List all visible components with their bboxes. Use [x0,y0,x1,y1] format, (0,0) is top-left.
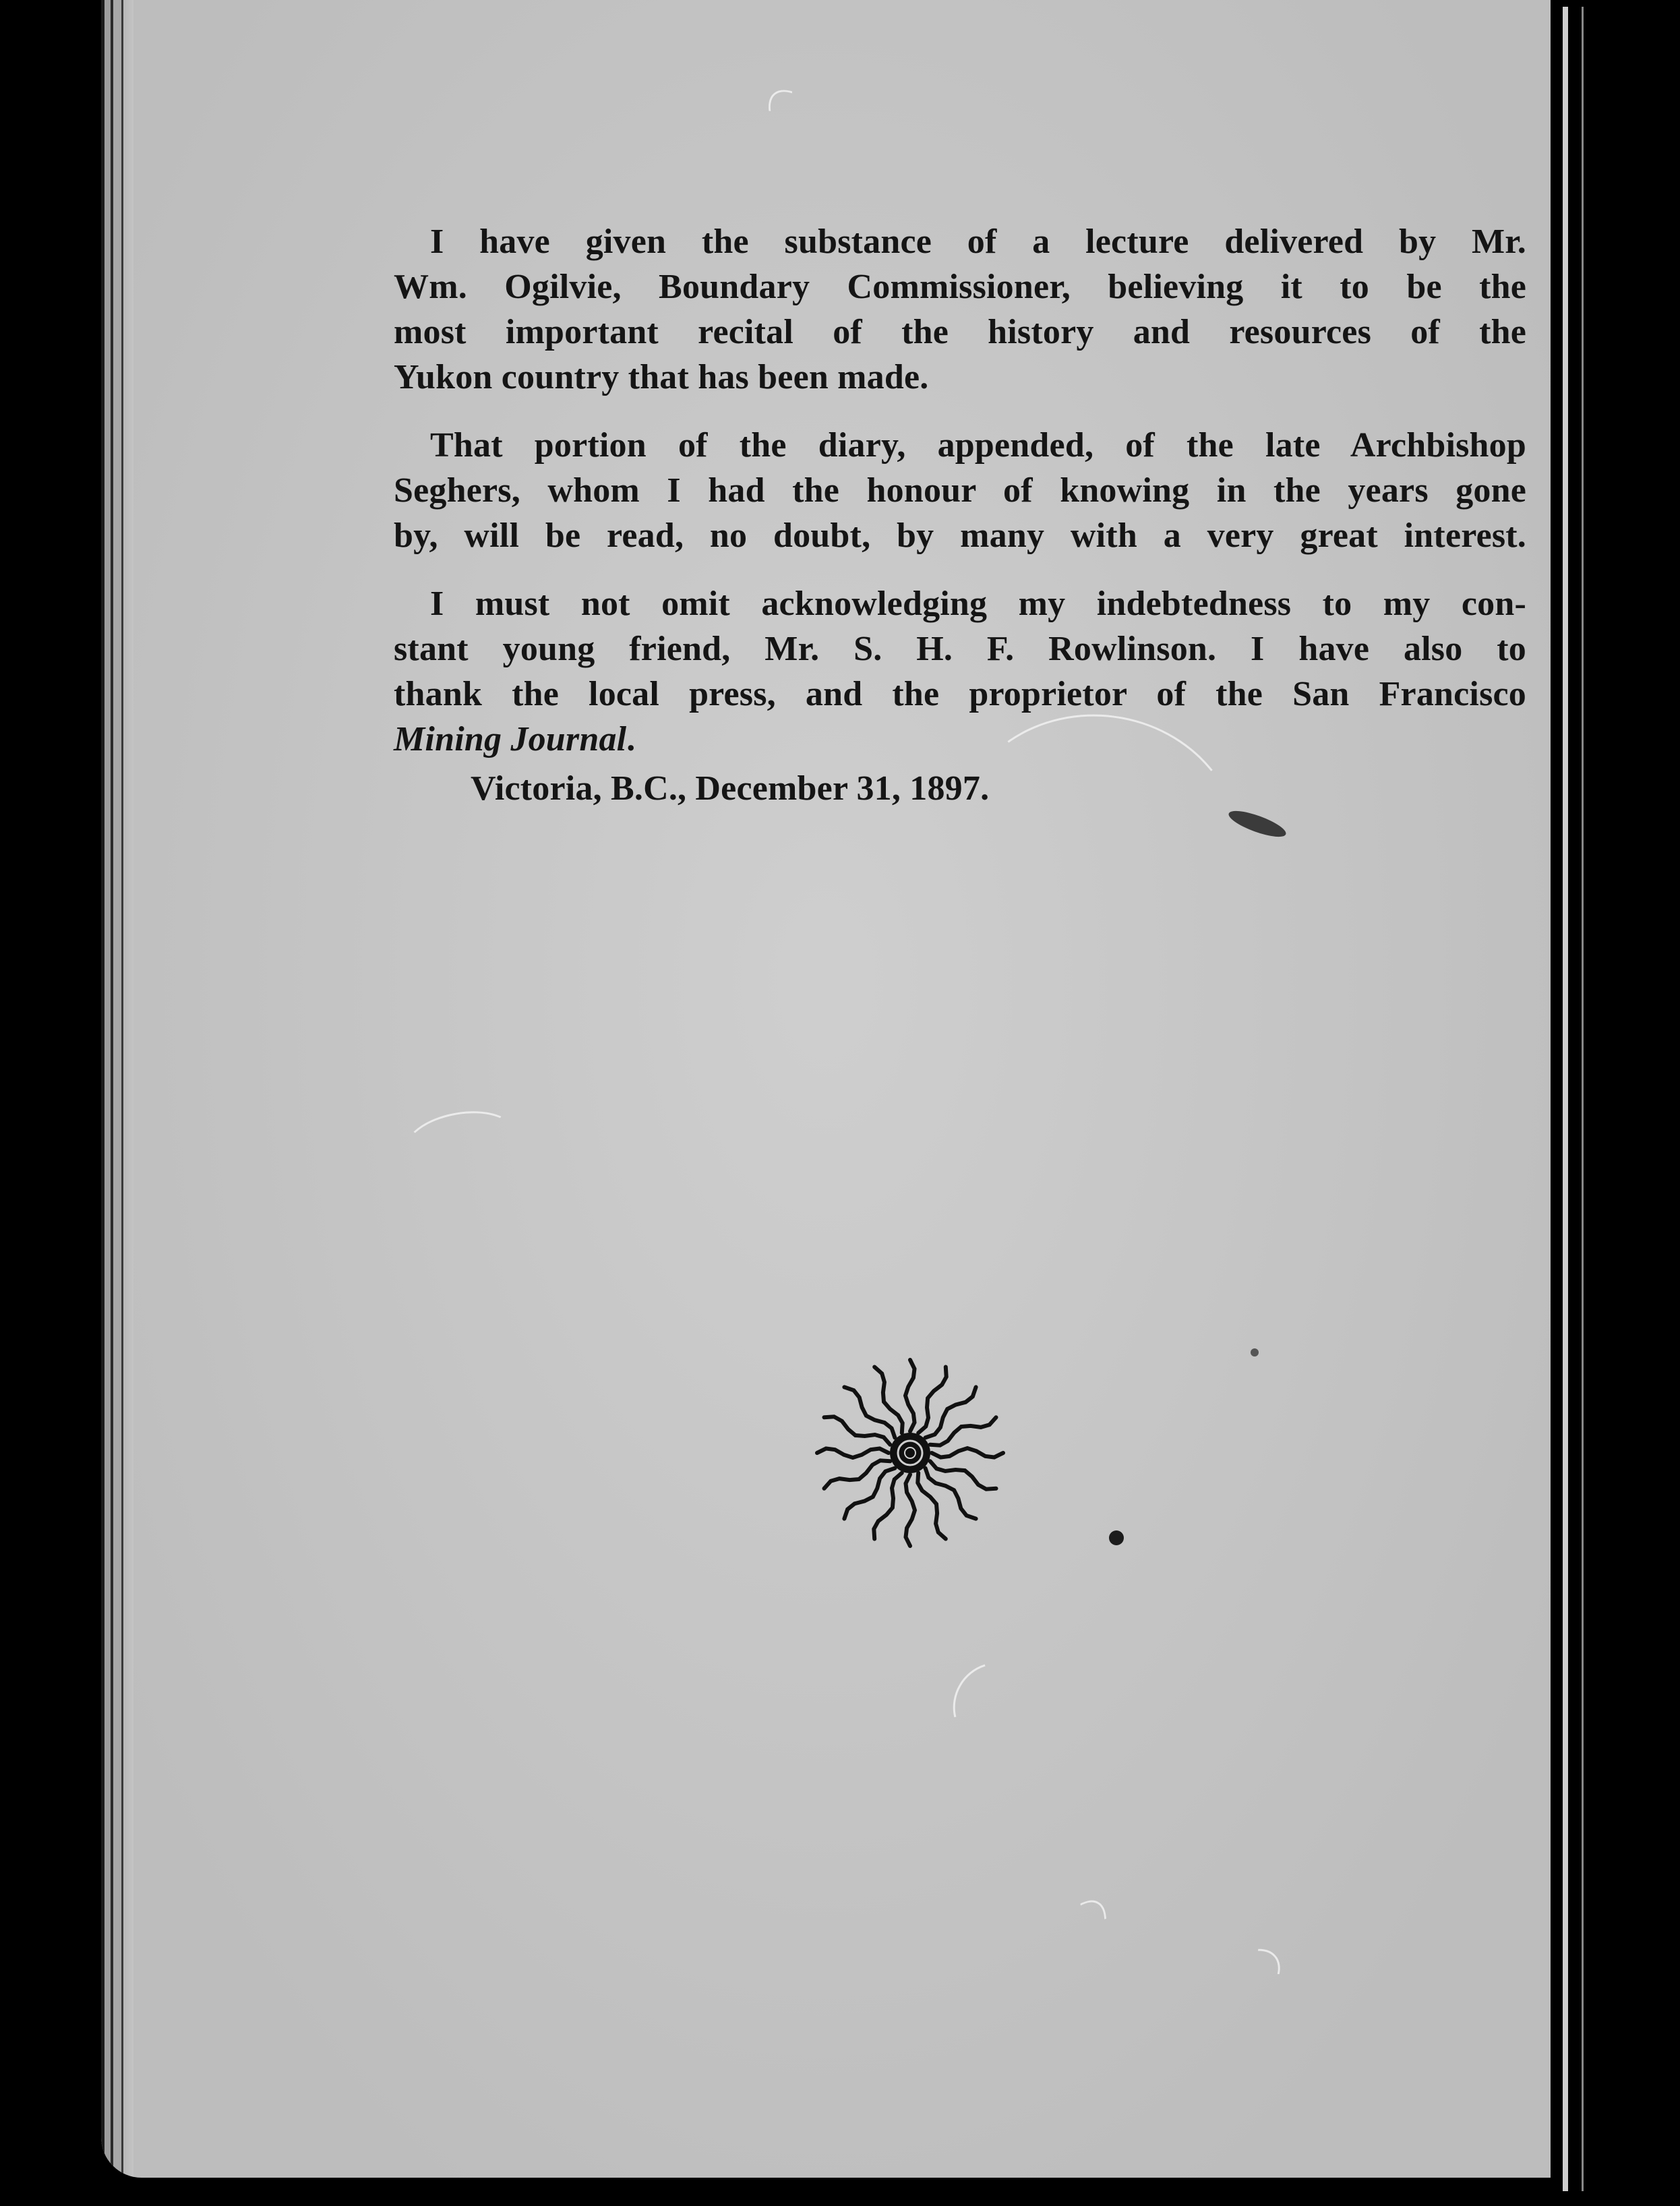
text-line: I must not omit acknowledging my indebtedness to my con- [430,585,1526,623]
text-line: thank the local press, and the proprietor of the San Francisco [394,675,1526,713]
journal-title: Mining Journal [394,720,627,758]
sunburst-ornament-icon [812,1355,1008,1551]
text-line: That portion of the diary, appended, of the late Archbishop [430,426,1526,465]
text-line: Seghers, whom I had the honour of knowing in the years gone [394,471,1526,510]
scan-speck [1109,1530,1124,1545]
page-gutter [101,0,133,2178]
binding-line [1582,7,1584,2191]
scan-scratch [938,1648,1048,1760]
text-line: most important recital of the history and resources of the [394,313,1526,351]
scan-scratch [1199,1936,1292,2026]
ornament-ray [932,1448,1003,1458]
binding-line [1563,7,1568,2191]
body-text [394,219,1526,811]
ornament-ray [905,1360,915,1431]
ornament-ray [906,1474,916,1546]
scanned-page [101,0,1551,2178]
closing-punctuation: . [626,720,636,758]
scan-scratch [400,1103,520,1180]
signature-line: Victoria, B.C., December 31, 1897. [471,769,990,808]
scan-speck [1251,1348,1259,1357]
text-line: I have given the substance of a lecture delivered by Mr. [430,222,1526,261]
text-line: Yukon country that has been made. [394,358,929,396]
text-line: by, will be read, no doubt, by many with a very great interest. [394,516,1526,555]
ornament-ray [817,1449,889,1458]
scan-scratch [754,77,861,190]
scan-scratch [1021,1889,1121,2012]
adjacent-page-edge [1551,0,1680,2206]
text-line: stant young friend, Mr. S. H. F. Rowlinson. I have also to [394,630,1526,668]
text-line: Wm. Ogilvie, Boundary Commissioner, believing it to be the [394,268,1526,306]
text-line-closing [394,717,1526,762]
